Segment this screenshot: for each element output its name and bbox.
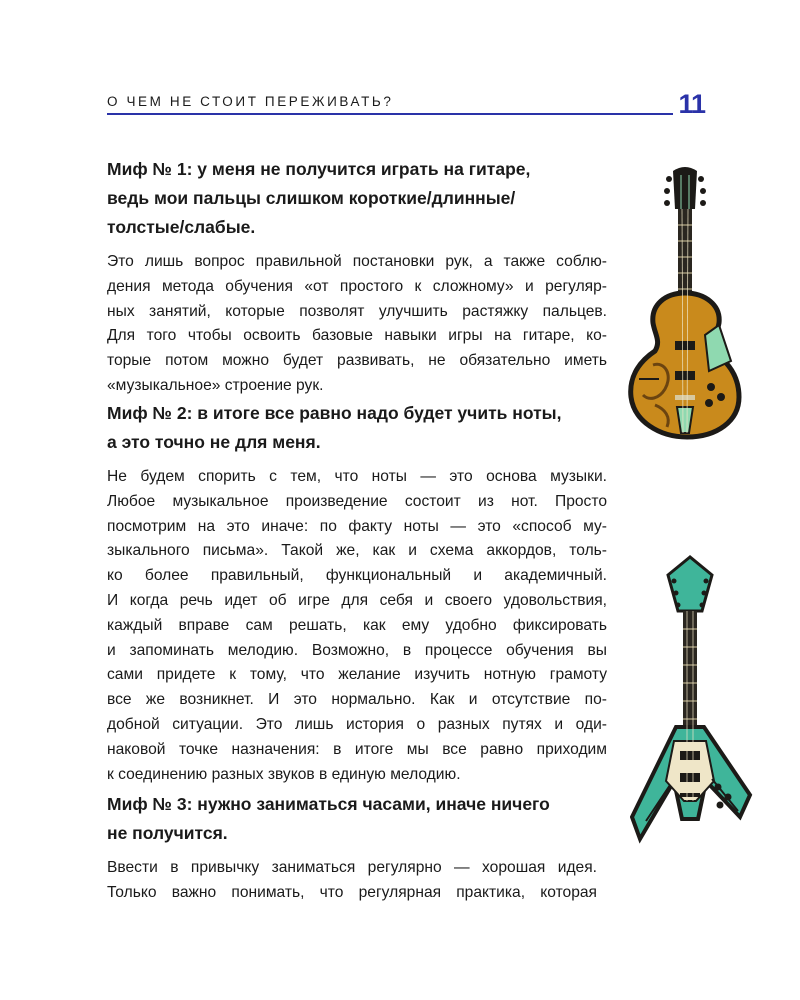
myth-1-section xyxy=(107,155,607,399)
myth-3-text xyxy=(107,856,597,906)
myth-2-title-line: Миф № 2: в итоге все равно надо будет учить ноты, xyxy=(107,403,562,423)
header-rule xyxy=(107,113,673,115)
myth-2-text-line: зыкального письма». Такой же, как и схема аккордов, толь- xyxy=(107,542,607,560)
myth-2-text-line: к соединению разных звуков в единую мелодию. xyxy=(107,765,461,783)
myth-2-text-line: все же возникнет. И это нормально. Как и отсутствие по- xyxy=(107,691,607,709)
myth-3-title xyxy=(107,790,597,848)
myth-2-title-line: а это точно не для меня. xyxy=(107,432,321,452)
guitar-headstock xyxy=(668,557,712,611)
myth-2-text xyxy=(107,465,607,787)
myth-3-section xyxy=(107,790,597,906)
myth-3-title-line: Миф № 3: нужно заниматься часами, иначе ничего xyxy=(107,794,550,814)
guitar-neck xyxy=(683,611,697,741)
myth-2-text-line: посмотрим на это иначе: по факту ноты — это «способ му- xyxy=(107,517,607,535)
myth-3-text-line: Ввести в привычку заниматься регулярно — хорошая идея. xyxy=(107,859,597,876)
running-header xyxy=(107,89,705,119)
myth-1-text xyxy=(107,250,607,399)
myth-1-title-line: ведь мои пальцы слишком короткие/длинные/ xyxy=(107,188,516,208)
myth-2-text-line: Не будем спорить с тем, что ноты — это основа музыки. xyxy=(107,468,607,485)
myth-2-text-line: наковой точке назначения: в итоге мы все равно приходим xyxy=(107,740,607,758)
myth-1-text-line: ных занятий, которые позволят улучшить растяжку пальцев. xyxy=(107,302,607,320)
running-title: О ЧЕМ НЕ СТОИТ ПЕРЕЖИВАТЬ? xyxy=(107,94,394,109)
myth-2-text-line: каждый вправе сам решать, как ему удобно фиксировать xyxy=(107,616,607,634)
myth-1-text-line: дения метода обучения «от простого к сложному» и регуляр- xyxy=(107,277,607,295)
myth-2-text-line: ко более правильный, функциональный и академичный. xyxy=(107,567,607,585)
flying-v-guitar-icon xyxy=(630,555,755,845)
myth-1-title-line: Миф № 1: у меня не получится играть на гитаре, xyxy=(107,159,531,179)
myth-1-text-line: «музыкальное» строение рук. xyxy=(107,376,324,394)
myth-2-text-line: и запоминать мелодию. Возможно, в процессе обучения вы xyxy=(107,641,607,659)
myth-1-title-line: толстые/слабые. xyxy=(107,217,256,237)
myth-1-text-line: Это лишь вопрос правильной постановки рук, а также соблю- xyxy=(107,253,607,270)
myth-1-text-line: торые потом можно будет развивать, не обязательно иметь xyxy=(107,352,607,370)
myth-2-text-line: И когда речь идет об игре для себя и своего удовольствия, xyxy=(107,591,607,609)
myth-2-text-line: сами придете к тому, что желание изучить нотную грамоту xyxy=(107,666,607,684)
hollow-body-guitar-icon xyxy=(625,165,745,445)
myth-2-section xyxy=(107,399,607,787)
myth-3-text-line: Только важно понимать, что регулярная практика, которая xyxy=(107,883,597,901)
myth-2-text-line: Любое музыкальное произведение состоит из нот. Просто xyxy=(107,492,607,510)
myth-1-text-line: Для того чтобы освоить базовые навыки игры на гитаре, ко- xyxy=(107,327,607,345)
myth-2-title xyxy=(107,399,607,457)
guitar-headstock xyxy=(664,167,706,209)
page-number: 11 xyxy=(678,89,705,119)
myth-1-title xyxy=(107,155,607,242)
myth-2-text-line: добной ситуации. Это лишь история о разных путях и оди- xyxy=(107,715,607,733)
myth-3-title-line: не получится. xyxy=(107,823,228,843)
